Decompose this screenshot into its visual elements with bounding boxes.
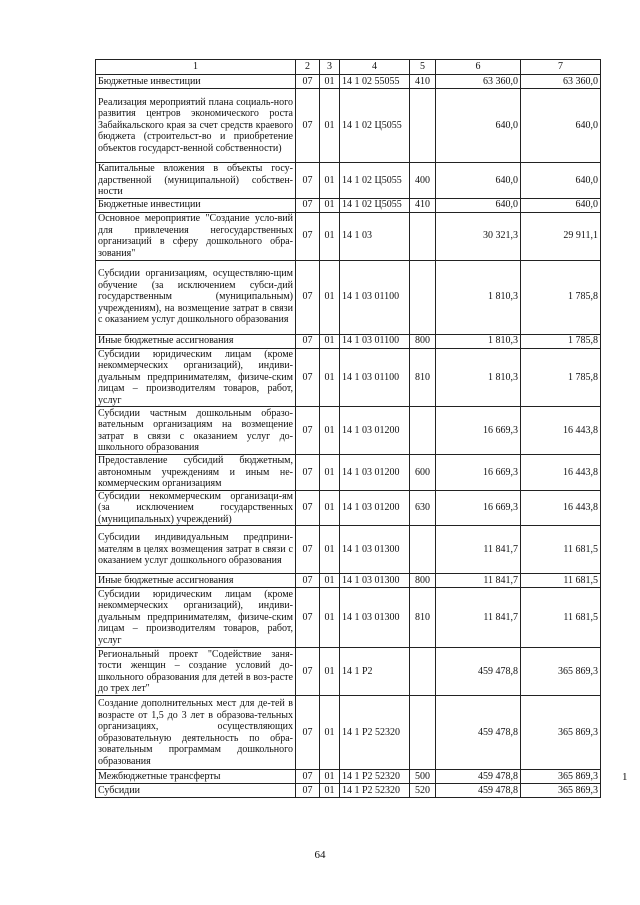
amount-year-1: 1 810,3 [436, 334, 521, 348]
target-code: 14 1 03 01100 [340, 348, 410, 407]
subsection-code: 01 [320, 334, 340, 348]
expense-type: 600 [410, 455, 436, 491]
expense-type [410, 526, 436, 574]
expense-type: 500 [410, 770, 436, 784]
row-name: Бюджетные инвестиции [96, 198, 296, 212]
budget-table [95, 59, 601, 798]
subsection-code: 01 [320, 490, 340, 526]
expense-type: 400 [410, 163, 436, 199]
column-header: 7 [521, 60, 601, 75]
amount-year-2: 640,0 [521, 89, 601, 163]
section-code: 07 [296, 574, 320, 588]
table-row [96, 648, 601, 696]
target-code: 14 1 03 01100 [340, 260, 410, 334]
amount-year-1: 640,0 [436, 89, 521, 163]
row-name: Капитальные вложения в объекты госу-дарственной (муниципальной) собствен-ности [96, 163, 296, 199]
table-row [96, 334, 601, 348]
amount-year-2: 640,0 [521, 163, 601, 199]
expense-type: 410 [410, 198, 436, 212]
section-code: 07 [296, 588, 320, 648]
subsection-code: 01 [320, 407, 340, 455]
expense-type: 630 [410, 490, 436, 526]
target-code: 14 1 02 Ц5055 [340, 89, 410, 163]
row-name: Субсидии частным дошкольным образо-вательным организациям на возмещение затрат в связи с оказанием услуг до-школьного образования [96, 407, 296, 455]
expense-type [410, 89, 436, 163]
column-header: 4 [340, 60, 410, 75]
section-code: 07 [296, 648, 320, 696]
row-name: Субсидии организациям, осуществляю-щим обучение (за исключением субси-дий государственным (муниципальным) учреждениям), на возмещение затрат в связи с оказанием услуг дошкольного образования [96, 260, 296, 334]
section-code: 07 [296, 784, 320, 798]
margin-mark: 1 [622, 771, 628, 783]
table-row [96, 574, 601, 588]
target-code: 14 1 P2 52320 [340, 696, 410, 770]
column-header: 1 [96, 60, 296, 75]
section-code: 07 [296, 455, 320, 491]
subsection-code: 01 [320, 198, 340, 212]
column-header: 5 [410, 60, 436, 75]
amount-year-2: 1 785,8 [521, 334, 601, 348]
target-code: 14 1 02 Ц5055 [340, 198, 410, 212]
amount-year-1: 63 360,0 [436, 75, 521, 89]
amount-year-2: 29 911,1 [521, 212, 601, 260]
table-row [96, 75, 601, 89]
section-code: 07 [296, 334, 320, 348]
section-code: 07 [296, 526, 320, 574]
row-name: Субсидии некоммерческим организаци-ям (за исключением государственных (муниципальных) учреждений) [96, 490, 296, 526]
row-name: Бюджетные инвестиции [96, 75, 296, 89]
target-code: 14 1 03 01300 [340, 588, 410, 648]
section-code: 07 [296, 260, 320, 334]
row-name: Основное мероприятие "Создание усло-вий для привлечения негосударственных организаций в сферу дошкольного обра-зования" [96, 212, 296, 260]
column-header: 3 [320, 60, 340, 75]
table-row [96, 163, 601, 199]
row-name: Межбюджетные трансферты [96, 770, 296, 784]
subsection-code: 01 [320, 696, 340, 770]
target-code: 14 1 03 01300 [340, 574, 410, 588]
table-row [96, 407, 601, 455]
target-code: 14 1 03 01200 [340, 490, 410, 526]
amount-year-2: 16 443,8 [521, 490, 601, 526]
amount-year-1: 11 841,7 [436, 588, 521, 648]
expense-type: 810 [410, 348, 436, 407]
amount-year-2: 11 681,5 [521, 574, 601, 588]
table-row [96, 260, 601, 334]
row-name: Субсидии индивидуальным предприни-мателям в целях возмещения затрат в связи с оказанием услуг дошкольного образования [96, 526, 296, 574]
subsection-code: 01 [320, 588, 340, 648]
subsection-code: 01 [320, 574, 340, 588]
row-name: Создание дополнительных мест для де-тей в возрасте от 1,5 до 3 лет в образова-тельных организациях, осуществляющих образовательную деятельность по обра-зовательным программам дошкольного образования [96, 696, 296, 770]
table-row [96, 770, 601, 784]
subsection-code: 01 [320, 212, 340, 260]
amount-year-1: 640,0 [436, 163, 521, 199]
section-code: 07 [296, 212, 320, 260]
subsection-code: 01 [320, 260, 340, 334]
expense-type [410, 212, 436, 260]
expense-type: 800 [410, 574, 436, 588]
table-row [96, 490, 601, 526]
amount-year-1: 16 669,3 [436, 455, 521, 491]
subsection-code: 01 [320, 89, 340, 163]
expense-type [410, 407, 436, 455]
target-code: 14 1 03 [340, 212, 410, 260]
subsection-code: 01 [320, 455, 340, 491]
amount-year-1: 459 478,8 [436, 696, 521, 770]
section-code: 07 [296, 89, 320, 163]
target-code: 14 1 P2 52320 [340, 784, 410, 798]
amount-year-2: 365 869,3 [521, 784, 601, 798]
row-name: Предоставление субсидий бюджетным, автономным учреждениям и иным не-коммерческим организациям [96, 455, 296, 491]
amount-year-1: 459 478,8 [436, 648, 521, 696]
section-code: 07 [296, 348, 320, 407]
subsection-code: 01 [320, 526, 340, 574]
row-name: Региональный проект "Содействие заня-тости женщин – создание условий до-школьного образования для детей в воз-расте до трех лет" [96, 648, 296, 696]
table-row [96, 784, 601, 798]
expense-type [410, 260, 436, 334]
column-header: 2 [296, 60, 320, 75]
target-code: 14 1 02 55055 [340, 75, 410, 89]
section-code: 07 [296, 490, 320, 526]
column-header: 6 [436, 60, 521, 75]
expense-type [410, 648, 436, 696]
amount-year-1: 16 669,3 [436, 407, 521, 455]
amount-year-1: 11 841,7 [436, 526, 521, 574]
row-name: Субсидии юридическим лицам (кроме некоммерческих организаций), индиви-дуальным предпринимателям, физиче-ским лицам – производителям товаров, работ, услуг [96, 348, 296, 407]
table-row [96, 455, 601, 491]
target-code: 14 1 P2 [340, 648, 410, 696]
row-name: Иные бюджетные ассигнования [96, 574, 296, 588]
table-row [96, 526, 601, 574]
amount-year-2: 1 785,8 [521, 260, 601, 334]
expense-type: 410 [410, 75, 436, 89]
section-code: 07 [296, 163, 320, 199]
amount-year-1: 459 478,8 [436, 770, 521, 784]
expense-type: 800 [410, 334, 436, 348]
table-row [96, 588, 601, 648]
subsection-code: 01 [320, 770, 340, 784]
amount-year-2: 63 360,0 [521, 75, 601, 89]
target-code: 14 1 03 01200 [340, 407, 410, 455]
target-code: 14 1 03 01100 [340, 334, 410, 348]
amount-year-1: 459 478,8 [436, 784, 521, 798]
target-code: 14 1 02 Ц5055 [340, 163, 410, 199]
subsection-code: 01 [320, 348, 340, 407]
subsection-code: 01 [320, 784, 340, 798]
amount-year-2: 640,0 [521, 198, 601, 212]
target-code: 14 1 03 01300 [340, 526, 410, 574]
amount-year-1: 640,0 [436, 198, 521, 212]
row-name: Реализация мероприятий плана социаль-ного развития центров экономического роста Забайкальского края за счет средств краевого бюджета (строительст-во и приобретение объектов государст-венной собственности) [96, 89, 296, 163]
amount-year-1: 1 810,3 [436, 348, 521, 407]
amount-year-2: 365 869,3 [521, 770, 601, 784]
page-number: 64 [314, 849, 326, 861]
row-name: Иные бюджетные ассигнования [96, 334, 296, 348]
table-row [96, 198, 601, 212]
table-row [96, 348, 601, 407]
amount-year-2: 11 681,5 [521, 526, 601, 574]
amount-year-1: 30 321,3 [436, 212, 521, 260]
amount-year-1: 16 669,3 [436, 490, 521, 526]
subsection-code: 01 [320, 648, 340, 696]
section-code: 07 [296, 75, 320, 89]
section-code: 07 [296, 407, 320, 455]
row-name: Субсидии [96, 784, 296, 798]
amount-year-2: 365 869,3 [521, 696, 601, 770]
amount-year-2: 1 785,8 [521, 348, 601, 407]
table-row [96, 696, 601, 770]
table-row [96, 89, 601, 163]
expense-type: 810 [410, 588, 436, 648]
target-code: 14 1 P2 52320 [340, 770, 410, 784]
amount-year-1: 1 810,3 [436, 260, 521, 334]
section-code: 07 [296, 696, 320, 770]
target-code: 14 1 03 01200 [340, 455, 410, 491]
amount-year-2: 11 681,5 [521, 588, 601, 648]
section-code: 07 [296, 770, 320, 784]
section-code: 07 [296, 198, 320, 212]
expense-type: 520 [410, 784, 436, 798]
amount-year-2: 16 443,8 [521, 407, 601, 455]
header-row [96, 60, 601, 75]
row-name: Субсидии юридическим лицам (кроме некоммерческих организаций), индиви-дуальным предпринимателям, физиче-ским лицам – производителям товаров, работ, услуг [96, 588, 296, 648]
expense-type [410, 696, 436, 770]
amount-year-1: 11 841,7 [436, 574, 521, 588]
amount-year-2: 365 869,3 [521, 648, 601, 696]
subsection-code: 01 [320, 75, 340, 89]
amount-year-2: 16 443,8 [521, 455, 601, 491]
subsection-code: 01 [320, 163, 340, 199]
table-row [96, 212, 601, 260]
